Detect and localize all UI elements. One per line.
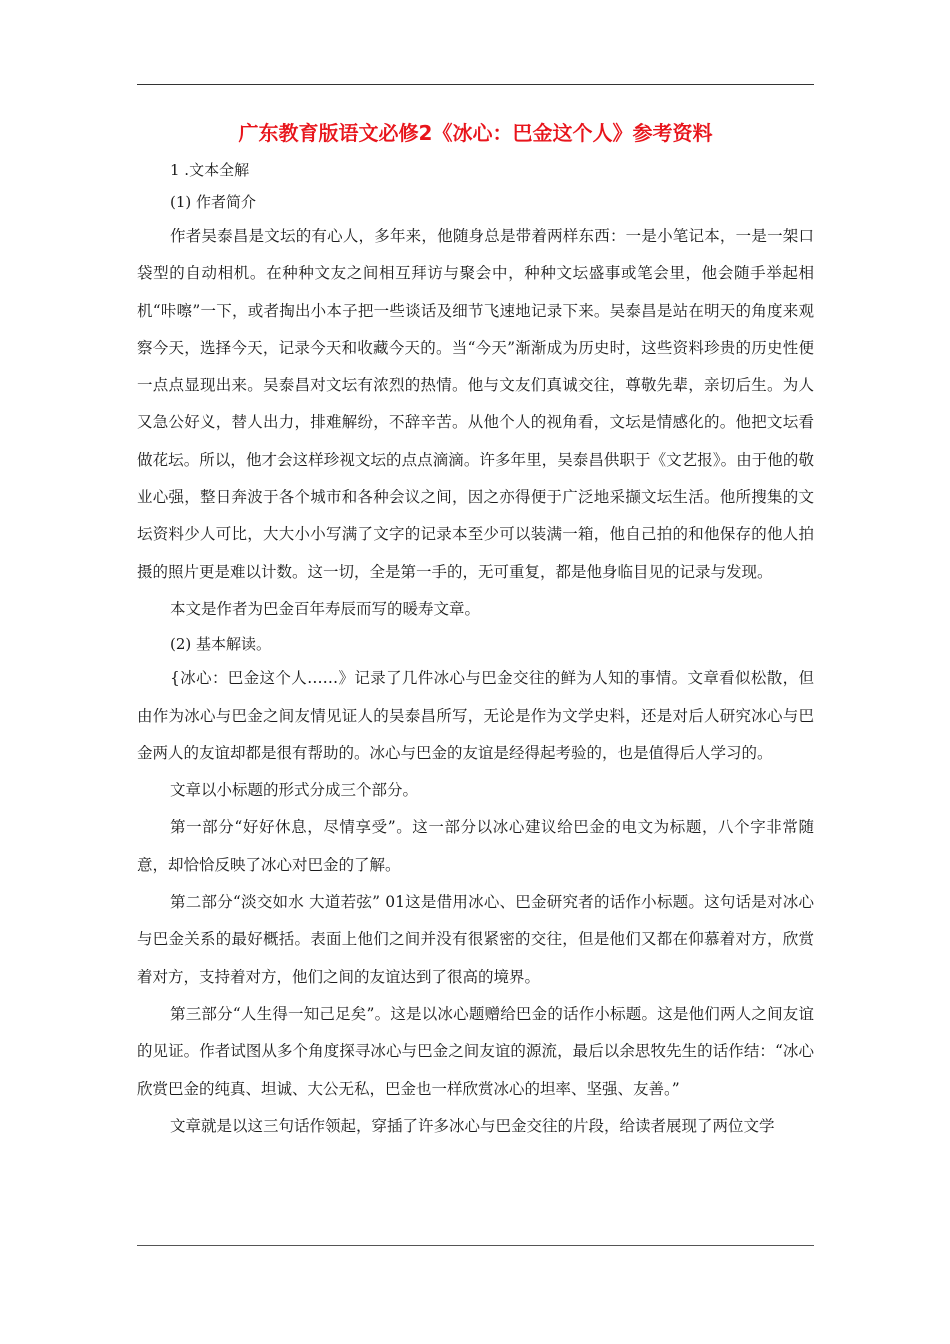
section-heading-text-analysis: 1 .文本全解 [170, 161, 250, 179]
structure-paragraph: 文章以小标题的形式分成三个部分。 [170, 781, 419, 800]
basic-reading-paragraph: {冰心：巴金这个人……》记录了几件冰心与巴金交往的鲜为人知的事情。文章看似松散，但由作为冰心与巴金之间友情见证人的吴泰昌所写，无论是作为文学史料，还是对后人研究冰心与巴金两人的友谊却都是很有帮助的。冰心与巴金的友谊是经得起考验的，也是值得后人学习的。 [137, 669, 814, 762]
part-two-paragraph: 第二部分“淡交如水 大道若弦” 01这是借用冰心、巴金研究者的话作小标题。这句话是对冰心与巴金关系的最好概括。表面上他们之间并没有很紧密的交往，但是他们又都在仰慕着对方，欣赏着对方，支持着对方，他们之间的友谊达到了很高的境界。 [137, 893, 814, 986]
subsection-heading-basic-reading: (2) 基本解读。 [170, 635, 272, 654]
footer-rule [137, 1245, 814, 1246]
closing-paragraph: 文章就是以这三句话作领起，穿插了许多冰心与巴金交往的片段，给读者展现了两位文学 [170, 1116, 775, 1135]
header-rule [137, 84, 814, 85]
author-intro-paragraph: 作者吴泰昌是文坛的有心人，多年来，他随身总是带着两样东西：一是小笔记本，一是一架口袋型的自动相机。在种种文友之间相互拜访与聚会中，种种文坛盛事或笔会里，他会随手举起相机“咔嚓”一下，或者掏出小本子把一些谈话及细节飞速地记录下来。吴泰昌是站在明天的角度来观察今天，选择今天，记录今天和收藏今天的。当“今天”渐渐成为历史时，这些资料珍贵的历史性便一点点显现出来。吴泰昌对文坛有浓烈的热情。他与文友们真诚交往，尊敬先辈，亲切后生。为人又急公好义，替人出力，排难解纷，不辞辛苦。从他个人的视角看，文坛是情感化的。他把文坛看做花坛。所以，他才会这样珍视文坛的点点滴滴。许多年里，吴泰昌供职于《文艺报》。由于他的敬业心强，整日奔波于各个城市和各种会议之间，因之亦得便于广泛地采撷文坛生活。他所搜集的文坛资料少人可比，大大小小写满了文字的记录本至少可以装满一箱，他自己拍的和他保存的他人拍摄的照片更是难以计数。这一切，全是第一手的，无可重复，都是他身临目见的记录与发现。 [137, 227, 814, 581]
document-title: 广东教育版语文必修2《冰心：巴金这个人》参考资料 [238, 121, 713, 145]
subsection-heading-author-intro: (1) 作者简介 [170, 193, 257, 211]
article-purpose-paragraph: 本文是作者为巴金百年寿辰而写的暖寿文章。 [170, 599, 481, 618]
part-one-paragraph: 第一部分“好好休息，尽情享受”。这一部分以冰心建议给巴金的电文为标题，八个字非常随意，却恰恰反映了冰心对巴金的了解。 [137, 818, 814, 874]
part-three-paragraph: 第三部分“人生得一知己足矣”。这是以冰心题赠给巴金的话作小标题。这是他们两人之间友谊的见证。作者试图从多个角度探寻冰心与巴金之间友谊的源流，最后以余思牧先生的话作结：“冰心欣赏巴金的纯真、坦诚、大公无私，巴金也一样欣赏冰心的坦率、坚强、友善。” [137, 1004, 814, 1098]
document-body [137, 118, 814, 1145]
